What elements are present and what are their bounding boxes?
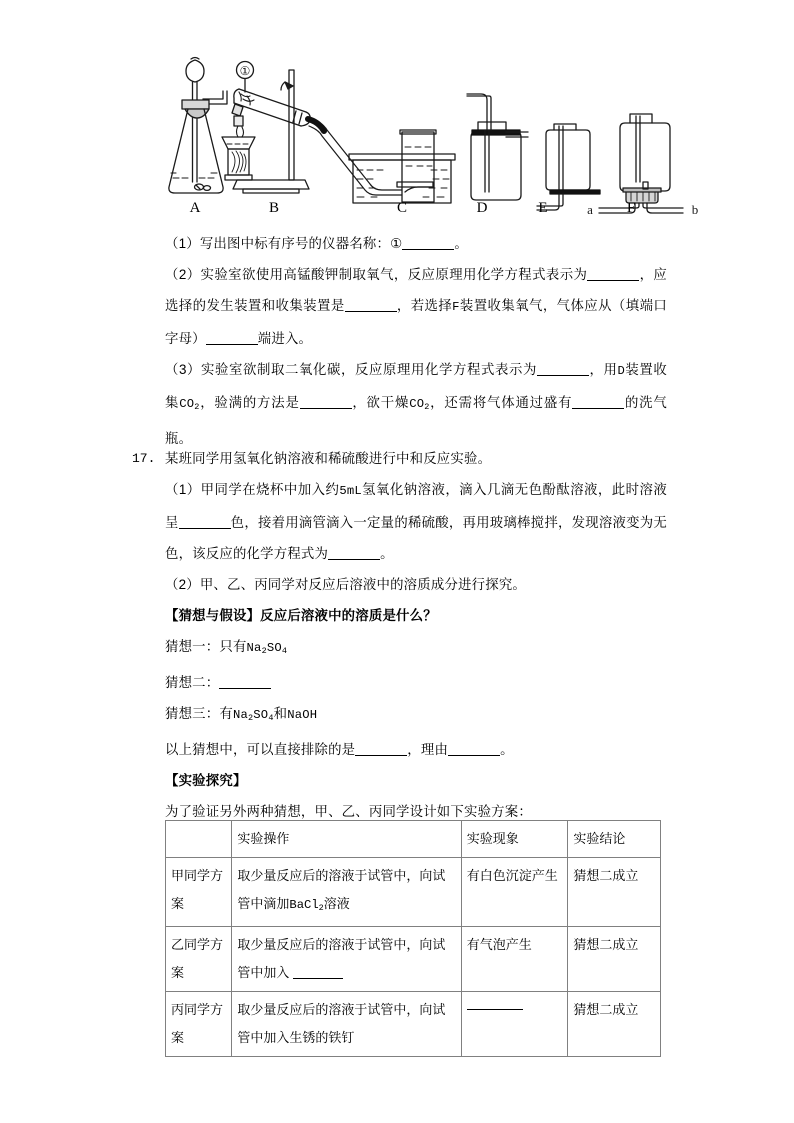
table-header-conclusion: 实验结论 <box>568 821 661 858</box>
q16-p2-s2: ，应选择的发生装置和收集装置是 <box>165 267 667 313</box>
q17-hypothesis-1-formula: $Na_2SO_4$ <box>246 641 288 656</box>
q17-hypothesis-2 <box>165 667 667 698</box>
experiment-scheme-table <box>165 820 661 1057</box>
q16-p2-blank-2[interactable] <box>345 311 397 312</box>
q16-p2-blank-1[interactable] <box>587 280 639 281</box>
figure-label-a: A <box>189 200 201 216</box>
q16-p1-lead: （1）写出图中标有序号的仪器名称： <box>165 236 391 251</box>
row-2-operation <box>232 926 461 991</box>
row-1-operation-formula: BaCl$_2$ <box>289 898 324 913</box>
q16-p3-device: D <box>617 364 625 378</box>
row-1-operation-post: 溶液 <box>323 896 350 911</box>
q16-p3-blank-2[interactable] <box>300 408 352 409</box>
q16-part-1 <box>165 228 667 259</box>
figure-label-b: B <box>268 200 279 216</box>
table-header-blank <box>166 821 232 858</box>
callout-number-1: ① <box>239 64 251 78</box>
q16-p2-s5: 端进入。 <box>257 331 313 346</box>
q17-inquiry-intro: 为了验证另外两种猜想，甲、乙、丙同学设计如下实验方案： <box>165 803 532 819</box>
row-2-operation-blank[interactable] <box>293 978 343 979</box>
q16-p3-s6: ，还需将气体通过盛有 <box>429 395 573 410</box>
q16-p3-s5: ，欲干燥 <box>351 395 410 410</box>
apparatus-e-bottle <box>537 124 600 210</box>
q17-hypothesis-header: 【猜想与假设】反应后溶液中的溶质是什么？ <box>165 608 437 623</box>
q17-exclude-s2: ，理由 <box>407 741 449 757</box>
apparatus-a-flask <box>169 58 227 194</box>
q16-p1-symbol: ① <box>390 236 403 251</box>
q17-exclude-blank-1[interactable] <box>355 755 407 756</box>
row-1-conclusion: 猜想二成立 <box>568 858 661 927</box>
row-1-operation-text: 取少量反应后的溶液于试管中，向试管中滴加 <box>237 868 446 911</box>
apparatus-d-bottle <box>467 94 528 200</box>
q16-p3-s3: 装置收集 <box>165 362 667 410</box>
table-header-operation: 实验操作 <box>232 821 461 858</box>
q17-hypothesis-2-label: 猜想二： <box>165 674 220 690</box>
q17-hypothesis-3-formula-2: NaOH <box>287 707 318 722</box>
port-label-b: b <box>691 202 699 217</box>
q17-p1-s1: （1）甲同学在烧杯中加入约 <box>165 482 340 497</box>
q17-hypothesis-1-label: 猜想一：只有 <box>165 639 247 654</box>
table-row <box>166 926 661 991</box>
table-row <box>166 991 661 1056</box>
figure-label-c: C <box>396 200 407 216</box>
row-2-who: 乙同学方案 <box>166 926 232 991</box>
question-17-number: 17. <box>132 451 156 466</box>
q16-p3-blank-3[interactable] <box>572 408 624 409</box>
delivery-tube <box>308 119 402 195</box>
q16-p2-s4: 装置收集氧气，气体应从（填端口字母） <box>165 298 667 346</box>
row-3-who: 丙同学方案 <box>166 991 232 1056</box>
q16-p1-tail: 。 <box>454 236 468 251</box>
row-1-operation <box>232 858 461 927</box>
q16-p3-s2: ，用 <box>589 362 618 377</box>
q16-p2-device: F <box>452 300 460 314</box>
q17-hypothesis-3-formula: $Na_2SO_4$ <box>232 707 274 723</box>
row-1-who: 甲同学方案 <box>166 858 232 927</box>
q16-p3-s7: 的洗气瓶。 <box>165 395 667 446</box>
table-row <box>166 858 661 927</box>
q16-p3-blank-1[interactable] <box>537 375 589 376</box>
apparatus-c-trough <box>349 130 455 203</box>
q16-p3-formula-1: $CO_2$ <box>179 397 200 412</box>
q16-p2-s1: （2）实验室欲使用高锰酸钾制取氧气，反应原理用化学方程式表示为 <box>165 267 588 282</box>
apparatus-f-bottle <box>599 114 683 213</box>
q17-hypothesis-2-blank[interactable] <box>219 688 271 689</box>
q17-p1-s4: 。 <box>380 546 394 561</box>
q17-p1-blank-2[interactable] <box>328 559 380 560</box>
question-16-body <box>165 228 667 454</box>
question-17-body <box>165 443 667 827</box>
q17-hypothesis-3-conj: 和 <box>273 705 288 721</box>
row-2-conclusion: 猜想二成立 <box>568 926 661 991</box>
row-3-phenomenon[interactable] <box>461 991 568 1056</box>
q16-p2-s3: ，若选择 <box>396 298 453 313</box>
table-header-row <box>166 821 661 858</box>
row-3-phenomenon-blank[interactable] <box>467 1009 523 1011</box>
q17-stem: 某班同学用氢氧化钠溶液和稀硫酸进行中和反应实验。 <box>165 451 492 466</box>
q17-exclude-blank-2[interactable] <box>448 755 500 756</box>
q16-part-3 <box>165 354 667 454</box>
q17-hypothesis-1 <box>165 631 667 667</box>
port-label-a: a <box>587 202 593 217</box>
row-2-phenomenon: 有气泡产生 <box>461 926 568 991</box>
q17-p1-volume: 5mL <box>339 484 362 498</box>
row-3-conclusion: 猜想二成立 <box>568 991 661 1056</box>
figure-label-d: D <box>476 200 488 216</box>
q17-exclude-s3: 。 <box>500 741 514 757</box>
q17-part-2: （2）甲、乙、丙同学对反应后溶液中的溶质成分进行探究。 <box>165 577 527 592</box>
row-3-operation: 取少量反应后的溶液于试管中，向试管中加入生锈的铁钉 <box>232 991 461 1056</box>
q16-p3-s4: ，验满的方法是 <box>199 395 300 410</box>
row-2-operation-text: 取少量反应后的溶液于试管中，向试管中加入 <box>237 936 446 980</box>
q17-part-1 <box>165 474 667 569</box>
q16-p1-blank[interactable] <box>402 249 454 250</box>
q17-hypothesis-3-label: 猜想三：有 <box>165 705 233 721</box>
q17-p1-s2: 氢氧化钠溶液，滴入几滴无色酚酞溶液，此时溶液呈 <box>165 482 667 530</box>
q17-inquiry-header: 【实验探究】 <box>165 772 247 788</box>
q17-p1-blank-1[interactable] <box>179 528 231 529</box>
apparatus-b-stand <box>222 62 310 194</box>
q16-p2-blank-3[interactable] <box>206 344 258 345</box>
row-1-phenomenon: 有白色沉淀产生 <box>461 858 568 927</box>
q17-hypothesis-3 <box>165 698 667 734</box>
q17-p1-s3: 色，接着用滴管滴入一定量的稀硫酸，再用玻璃棒搅拌，发现溶液变为无色，该反应的化学方程式为 <box>165 515 667 561</box>
q16-p3-s1: （3）实验室欲制取二氧化碳，反应原理用化学方程式表示为 <box>165 362 538 377</box>
figure-label-e: E <box>538 200 548 216</box>
q16-part-2 <box>165 259 667 354</box>
figure-caption-row <box>165 200 665 224</box>
q16-p3-formula-2: $CO_2$ <box>409 397 430 412</box>
q17-exclude-s1: 以上猜想中，可以直接排除的是 <box>165 741 356 757</box>
figure-label-f: F <box>626 200 636 216</box>
q17-exclude-line <box>165 734 667 765</box>
table-header-phenomenon: 实验现象 <box>461 821 568 858</box>
